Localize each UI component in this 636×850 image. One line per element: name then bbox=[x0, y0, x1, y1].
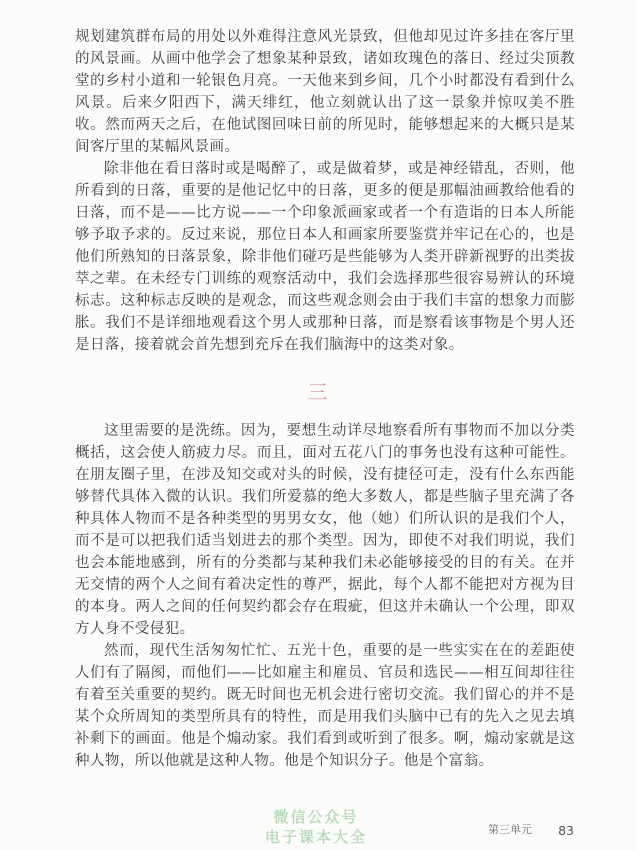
paragraph-continued: 规划建筑群布局的用处以外难得注意风光景致，但他却见过许多挂在客厅里的风景画。从画中他学会了想象某种景致，诸如玫瑰色的落日、经过尖顶教堂的乡村小道和一轮银色月亮。一天他来到乡间，几个小时都没有看到什么风景。后来夕阳西下，满天绯红，他立刻就认出了这一景象并惊叹美不胜收。然而两天之后，在他试图回味日前的所见时，能够想起来的大概只是某间客厅里的某幅风景画。 bbox=[75, 29, 575, 155]
paragraph: 这里需要的是洗练。因为，要想生动详尽地察看所有事物而不加以分类概括，这会使人筋疲力尽。而且，面对五花八门的事务也没有这种可能性。在朋友圈子里，在涉及知交或对头的时候，没有捷径可走，没有什么东西能够替代具体入微的认识。我们所爱慕的绝大多数人，都是些脑子里充满了各种具体人物而不是各种类型的男男女女，他（她）们所认识的是我们个人，而不是可以把我们适当划进去的那个类型。因为，即使不对我们明说，我们也会本能地感到，所有的分类都与某种我们未必能够接受的目的有关。在并无交情的两个人之间有着决定性的尊严，据此，每个人都不能把对方视为目的本身。两人之间的任何契约都会存在瑕疵，但这并未确认一个公理，即双方人身不受侵犯。 bbox=[75, 423, 575, 637]
text-block-top bbox=[75, 26, 575, 356]
paragraph: 除非他在看日落时或是喝醉了，或是做着梦，或是神经错乱，否则，他所看到的日落，重要的是他记忆中的日落，更多的便是那幅油画教给他看的日落，而不是——比方说——一个印象派画家或者一个有造诣的日本人所能够予取予求的。反过来说，那位日本人和画家所要鉴赏并牢记在心的，也是他们所熟知的日落景象，除非他们碰巧是些能够为人类开辟新视野的出类拔萃之辈。在未经专门训练的观察活动中，我们会选择那些很容易辨认的环境标志。这种标志反映的是观念，而这些观念则会由于我们丰富的想象力而膨胀。我们不是详细地观看这个男人或那种日落，而是察看该事物是个男人还是日落，接着就会首先想到充斥在我们脑海中的这类对象。 bbox=[75, 161, 575, 353]
watermark-line-2: 电子课本大全 bbox=[265, 828, 368, 846]
section-heading-number: 三 bbox=[307, 380, 329, 404]
text-block-bottom bbox=[75, 420, 575, 772]
watermark bbox=[265, 807, 367, 847]
page-number: 83 bbox=[558, 823, 574, 838]
footer-unit-label: 第三单元 bbox=[488, 823, 532, 836]
watermark-line-1: 微信公众号 bbox=[273, 808, 359, 826]
paragraph: 然而，现代生活匆匆忙忙、五光十色，重要的是一些实实在在的差距使人们有了隔阂，而他们——比如雇主和雇员、官员和选民——相互间却往往有着至关重要的契约。既无时间也无机会进行密切交流。我们留心的并不是某个众所周知的类型所具有的特性，而是用我们头脑中已有的先入之见去填补剩下的画面。他是个煽动家。我们看到或听到了很多。啊，煽动家就是这种人物，所以他就是这种人物。他是个知识分子。他是个富翁。 bbox=[75, 643, 575, 769]
